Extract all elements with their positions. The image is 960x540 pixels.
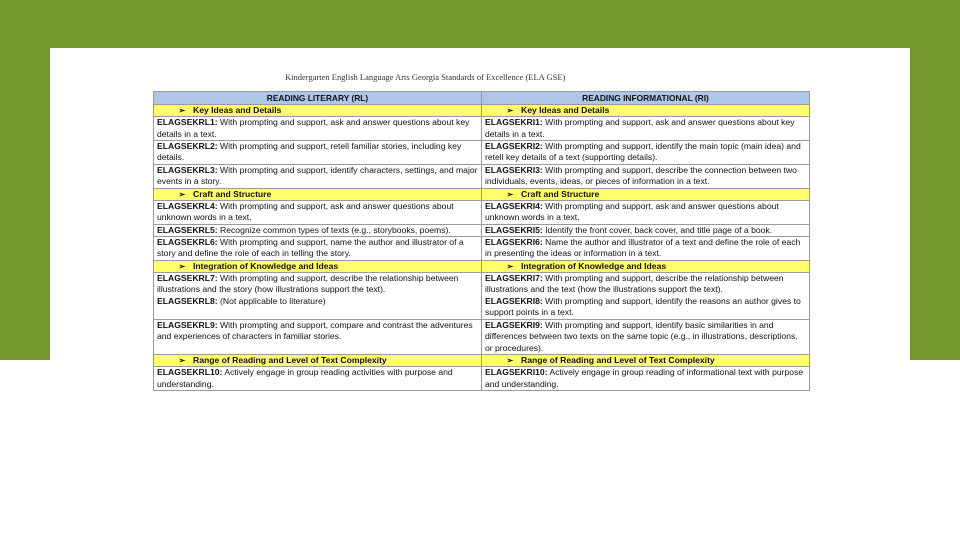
- left-standard-cell: [154, 319, 482, 354]
- standard-text: Identify the front cover, back cover, and title page of a book.: [542, 224, 773, 235]
- standard-code: ELAGSEKRL10:: [157, 367, 223, 378]
- right-standard-cell: [482, 200, 810, 224]
- standard-text: With prompting and support, ask and answer questions about unknown words in a text.: [157, 200, 454, 223]
- standard-text: With prompting and support, retell familiar stories, including key details.: [157, 141, 462, 163]
- section-header-row: [154, 188, 810, 200]
- arrow-bullet-icon: ➢: [506, 355, 514, 365]
- right-standard-cell: [482, 224, 810, 236]
- right-section-title: [482, 105, 810, 117]
- section-title-text: Craft and Structure: [193, 188, 272, 199]
- right-standard-cell: [482, 273, 810, 320]
- standard-text: With prompting and support, compare and contrast the adventures and experiences of characters in familiar stories.: [157, 319, 473, 342]
- standard-text: Actively engage in group reading of informational text with purpose and understanding.: [485, 367, 804, 389]
- standard-text: With prompting and support, describe the connection between two individuals, events, ideas, or pieces of information in a text.: [485, 164, 797, 187]
- left-standard-cell: [154, 117, 482, 141]
- table-row: [154, 224, 810, 236]
- standard-code: ELAGSEKRL4:: [157, 200, 218, 211]
- left-standard-cell: [154, 141, 482, 165]
- standard-code: ELAGSEKRI10:: [485, 367, 548, 378]
- standard-code: ELAGSEKRI4:: [485, 200, 543, 211]
- standard-text: Name the author and illustrator of a text and define the role of each in presenting the ideas or information in a text.: [485, 237, 801, 259]
- left-standard-cell: [154, 237, 482, 261]
- table-header-row: [154, 92, 810, 105]
- standard-text: With prompting and support, identify basic similarities in and differences between two texts on the same topic (e.g., in illustrations, descriptions, or procedures).: [485, 319, 798, 353]
- left-standard-cell: [154, 164, 482, 188]
- right-standard-cell: [482, 319, 810, 354]
- standard-text: With prompting and support, ask and answer questions about unknown words in a text.: [485, 200, 779, 223]
- left-standard-cell: [154, 367, 482, 391]
- section-title-text: Integration of Knowledge and Ideas: [521, 260, 667, 271]
- standard-code: ELAGSEKRI1:: [485, 117, 543, 128]
- table-row: [154, 319, 810, 354]
- standard-code: ELAGSEKRI3:: [485, 164, 543, 175]
- table-row: [154, 200, 810, 224]
- standard-code: ELAGSEKRI6:: [485, 237, 543, 248]
- right-standard-cell: [482, 237, 810, 261]
- left-section-title: [154, 188, 482, 200]
- standard-text: With prompting and support, ask and answer questions about key details in a text.: [485, 117, 795, 139]
- standard-text: With prompting and support, identify characters, settings, and major events in a story.: [157, 164, 478, 187]
- right-section-title: [482, 188, 810, 200]
- left-section-title: [154, 354, 482, 366]
- section-title-text: Integration of Knowledge and Ideas: [193, 260, 339, 271]
- right-standard-cell: [482, 141, 810, 165]
- right-standard-cell: [482, 164, 810, 188]
- left-column-header: READING LITERARY (RL): [154, 92, 482, 105]
- arrow-bullet-icon: ➢: [178, 261, 186, 271]
- arrow-bullet-icon: ➢: [178, 355, 186, 365]
- standard-code: ELAGSEKRL9:: [157, 319, 218, 330]
- standard-code: ELAGSEKRI5:: [485, 224, 543, 235]
- table-row: [154, 117, 810, 141]
- standard-code: ELAGSEKRL1:: [157, 117, 218, 128]
- left-section-title: [154, 260, 482, 272]
- section-title-text: Craft and Structure: [521, 188, 600, 199]
- right-section-title: [482, 260, 810, 272]
- section-header-row: [154, 260, 810, 272]
- standard-code: ELAGSEKRL5:: [157, 224, 218, 235]
- left-standard-cell: [154, 200, 482, 224]
- standard-code: ELAGSEKRL2:: [157, 141, 218, 152]
- standard-text: Recognize common types of texts (e.g., storybooks, poems).: [217, 224, 451, 235]
- table-row: [154, 367, 810, 391]
- standard-code: ELAGSEKRI7:: [485, 273, 543, 284]
- document-title: Kindergarten English Language Arts Georgia Standards of Excellence (ELA GSE): [285, 72, 566, 82]
- arrow-bullet-icon: ➢: [506, 189, 514, 199]
- right-standard-cell: [482, 367, 810, 391]
- standards-table: [153, 91, 810, 391]
- standard-code: ELAGSEKRI2:: [485, 141, 543, 152]
- section-header-row: [154, 354, 810, 366]
- left-standard-cell: [154, 273, 482, 320]
- table-row: [154, 164, 810, 188]
- section-title-text: Key Ideas and Details: [193, 105, 282, 115]
- standard-code: ELAGSEKRL6:: [157, 237, 218, 248]
- standard-text: (Not applicable to literature): [217, 295, 326, 306]
- standard-text: With prompting and support, describe the relationship between illustrations and the story (how illustrations support the text).: [157, 273, 459, 295]
- standard-code: ELAGSEKRL7:: [157, 273, 218, 284]
- standard-code: ELAGSEKRI8:: [485, 295, 543, 306]
- arrow-bullet-icon: ➢: [178, 106, 186, 115]
- table-row: [154, 237, 810, 261]
- table-row: [154, 273, 810, 320]
- section-title-text: Range of Reading and Level of Text Complexity: [193, 354, 387, 365]
- standard-code: ELAGSEKRL8:: [157, 295, 218, 306]
- section-header-row: [154, 105, 810, 117]
- standard-text: With prompting and support, ask and answer questions about key details in a text.: [157, 117, 470, 139]
- standard-text: With prompting and support, name the author and illustrator of a story and define the role of each in telling the story.: [157, 237, 464, 259]
- standard-code: ELAGSEKRI9:: [485, 319, 543, 330]
- right-section-title: [482, 354, 810, 366]
- standard-text: With prompting and support, describe the relationship between illustrations and the text (how the illustrations support the text).: [485, 273, 784, 295]
- standard-code: ELAGSEKRL3:: [157, 164, 218, 175]
- arrow-bullet-icon: ➢: [506, 261, 514, 271]
- table-row: [154, 141, 810, 165]
- section-title-text: Key Ideas and Details: [521, 105, 610, 115]
- arrow-bullet-icon: ➢: [506, 106, 514, 115]
- standard-text: With prompting and support, identify the reasons an author gives to support points in a text.: [485, 295, 801, 318]
- left-section-title: [154, 105, 482, 117]
- section-title-text: Range of Reading and Level of Text Complexity: [521, 354, 715, 365]
- right-standard-cell: [482, 117, 810, 141]
- standard-text: With prompting and support, identify the main topic (main idea) and retell key details of a text (supporting details).: [485, 141, 801, 163]
- standard-text: Actively engage in group reading activities with purpose and understanding.: [157, 367, 453, 389]
- left-standard-cell: [154, 224, 482, 236]
- arrow-bullet-icon: ➢: [178, 189, 186, 199]
- right-column-header: READING INFORMATIONAL (RI): [482, 92, 810, 105]
